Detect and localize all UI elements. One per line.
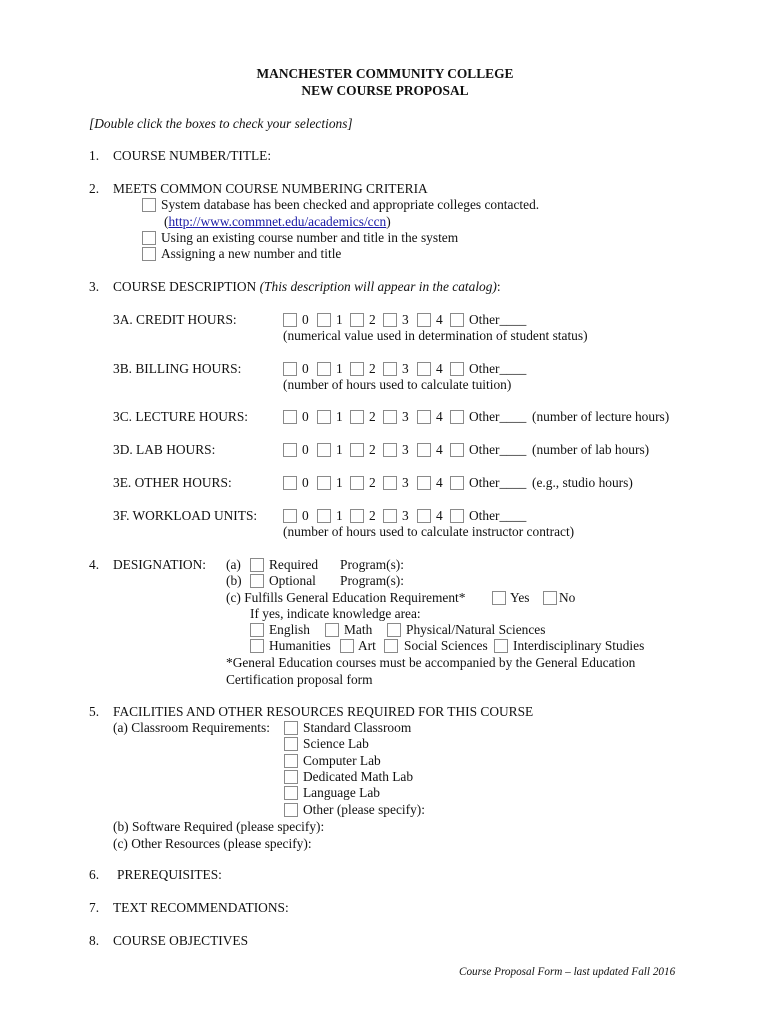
optional-checkbox[interactable]	[250, 574, 264, 588]
required-checkbox[interactable]	[250, 558, 264, 572]
billing-hours-option-2-label: 2	[369, 361, 376, 376]
billing-hours-option-1-checkbox[interactable]	[317, 362, 331, 376]
lecture-hours-label: 3C. LECTURE HOURS:	[113, 409, 249, 424]
billing-hours-option-0-checkbox[interactable]	[283, 362, 297, 376]
room-2-label: Computer Lab	[303, 752, 381, 768]
billing-hours-other-checkbox[interactable]	[450, 362, 464, 376]
room-1-label: Science Lab	[303, 736, 369, 752]
area-social-sciences-checkbox[interactable]	[384, 639, 398, 653]
designation-b-tag: (b)	[226, 573, 242, 588]
optional-label: Optional	[269, 573, 316, 588]
workload-units-other-checkbox[interactable]	[450, 509, 464, 523]
lab-hours-option-3-label: 3	[402, 442, 409, 457]
gen-ed-yes-label: Yes	[510, 590, 530, 605]
lab-hours-option-0-label: 0	[302, 442, 309, 457]
credit-hours-other-checkbox[interactable]	[450, 313, 464, 327]
other-hours-option-3-checkbox[interactable]	[383, 476, 397, 490]
existing-number-checkbox[interactable]	[142, 231, 156, 245]
area-english-checkbox[interactable]	[250, 623, 264, 637]
section-4-label: DESIGNATION:	[113, 557, 206, 572]
lab-hours-other-label: Other____	[469, 442, 527, 457]
section-3-label: COURSE DESCRIPTION	[113, 279, 257, 294]
billing-hours-option-3-label: 3	[402, 361, 409, 376]
area-art-label: Art	[358, 638, 376, 653]
other-hours-option-1-checkbox[interactable]	[317, 476, 331, 490]
existing-number-label: Using an existing course number and title in the system	[161, 230, 459, 245]
workload-units-other-label: Other____	[469, 508, 527, 523]
room-2-checkbox[interactable]	[284, 754, 298, 768]
ccn-link[interactable]: http://www.commnet.edu/academics/ccn	[168, 214, 387, 229]
other-hours-option-0-checkbox[interactable]	[283, 476, 297, 490]
page-footer: Course Proposal Form – last updated Fall 2016	[459, 966, 676, 978]
lecture-hours-option-2-checkbox[interactable]	[350, 410, 364, 424]
other-hours-option-2-checkbox[interactable]	[350, 476, 364, 490]
new-number-label: Assigning a new number and title	[161, 246, 342, 261]
other-resources-label: (c) Other Resources (please specify):	[113, 836, 312, 851]
section-8-label: COURSE OBJECTIVES	[113, 933, 249, 948]
lab-hours-suffix: (number of lab hours)	[532, 442, 650, 457]
lab-hours-other-checkbox[interactable]	[450, 443, 464, 457]
area-math-checkbox[interactable]	[325, 623, 339, 637]
ccn-link-wrapper: (http://www.commnet.edu/academics/ccn)	[164, 214, 391, 229]
other-hours-other-label: Other____	[469, 475, 527, 490]
credit-hours-option-0-label: 0	[302, 312, 309, 327]
lecture-hours-other-checkbox[interactable]	[450, 410, 464, 424]
form-title-college: MANCHESTER COMMUNITY COLLEGE	[256, 66, 514, 81]
workload-units-option-2-checkbox[interactable]	[350, 509, 364, 523]
credit-hours-other-label: Other____	[469, 312, 527, 327]
lab-hours-option-4-checkbox[interactable]	[417, 443, 431, 457]
gen-ed-label: (c) Fulfills General Education Requirement*	[226, 590, 466, 605]
room-5-checkbox[interactable]	[284, 803, 298, 817]
section-6-number: 6.	[89, 867, 100, 882]
workload-units-option-2-label: 2	[369, 508, 376, 523]
billing-hours-note: (number of hours used to calculate tuition)	[283, 377, 512, 392]
lab-hours-option-2-label: 2	[369, 442, 376, 457]
workload-units-option-3-label: 3	[402, 508, 409, 523]
workload-units-option-1-label: 1	[336, 508, 343, 523]
section-5-number: 5.	[89, 704, 100, 719]
workload-units-option-4-checkbox[interactable]	[417, 509, 431, 523]
credit-hours-note: (numerical value used in determination of student status)	[283, 328, 588, 343]
lecture-hours-option-4-checkbox[interactable]	[417, 410, 431, 424]
credit-hours-option-3-label: 3	[402, 312, 409, 327]
area-social-sciences-label: Social Sciences	[404, 638, 488, 653]
lecture-hours-option-3-label: 3	[402, 409, 409, 424]
section-2-number: 2.	[89, 181, 100, 196]
area-english-label: English	[269, 622, 310, 637]
lecture-hours-option-0-label: 0	[302, 409, 309, 424]
workload-units-option-0-checkbox[interactable]	[283, 509, 297, 523]
ccn-database-checked-label: System database has been checked and appropriate colleges contacted.	[161, 197, 540, 212]
room-0-checkbox[interactable]	[284, 721, 298, 735]
knowledge-area-prompt: If yes, indicate knowledge area:	[250, 606, 421, 621]
credit-hours-option-1-checkbox[interactable]	[317, 313, 331, 327]
required-label: Required	[269, 557, 319, 572]
billing-hours-other-label: Other____	[469, 361, 527, 376]
billing-hours-option-0-label: 0	[302, 361, 309, 376]
gen-ed-no-checkbox[interactable]	[543, 591, 557, 605]
lab-hours-option-2-checkbox[interactable]	[350, 443, 364, 457]
workload-units-option-3-checkbox[interactable]	[383, 509, 397, 523]
area-physical-sciences-label: Physical/Natural Sciences	[406, 622, 546, 637]
lecture-hours-option-1-label: 1	[336, 409, 343, 424]
workload-units-label: 3F. WORKLOAD UNITS:	[113, 508, 258, 523]
other-hours-option-4-checkbox[interactable]	[417, 476, 431, 490]
area-humanities-checkbox[interactable]	[250, 639, 264, 653]
gen-ed-no-label: No	[559, 590, 576, 605]
room-4-checkbox[interactable]	[284, 786, 298, 800]
gen-ed-yes-checkbox[interactable]	[492, 591, 506, 605]
form-title-proposal: NEW COURSE PROPOSAL	[301, 83, 469, 98]
billing-hours-label: 3B. BILLING HOURS:	[113, 361, 242, 376]
classroom-requirements-label: (a) Classroom Requirements:	[113, 720, 270, 735]
billing-hours-option-3-checkbox[interactable]	[383, 362, 397, 376]
other-hours-option-2-label: 2	[369, 475, 376, 490]
area-interdisciplinary-label: Interdisciplinary Studies	[513, 638, 645, 653]
gen-ed-footnote-line2: Certification proposal form	[226, 672, 373, 687]
lecture-hours-option-4-label: 4	[436, 409, 443, 424]
credit-hours-option-1-label: 1	[336, 312, 343, 327]
area-math-label: Math	[344, 622, 373, 637]
section-1-number: 1.	[89, 148, 100, 163]
gen-ed-footnote-line1: *General Education courses must be accompanied by the General Education	[226, 655, 636, 670]
lecture-hours-option-2-label: 2	[369, 409, 376, 424]
section-1-label: COURSE NUMBER/TITLE:	[113, 148, 272, 163]
ccn-database-checked-checkbox[interactable]	[142, 198, 156, 212]
lecture-hours-option-1-checkbox[interactable]	[317, 410, 331, 424]
required-programs-label: Program(s):	[340, 557, 404, 572]
area-art-checkbox[interactable]	[340, 639, 354, 653]
credit-hours-option-4-label: 4	[436, 312, 443, 327]
section-6-label: PREREQUISITES:	[117, 867, 222, 882]
workload-units-note: (number of hours used to calculate instructor contract)	[283, 524, 575, 539]
credit-hours-option-3-checkbox[interactable]	[383, 313, 397, 327]
designation-a-tag: (a)	[226, 557, 241, 572]
credit-hours-option-2-checkbox[interactable]	[350, 313, 364, 327]
other-hours-label: 3E. OTHER HOURS:	[113, 475, 232, 490]
other-hours-suffix: (e.g., studio hours)	[532, 475, 633, 490]
lecture-hours-option-0-checkbox[interactable]	[283, 410, 297, 424]
lab-hours-label: 3D. LAB HOURS:	[113, 442, 216, 457]
lab-hours-option-4-label: 4	[436, 442, 443, 457]
lab-hours-option-3-checkbox[interactable]	[383, 443, 397, 457]
room-0-label: Standard Classroom	[303, 720, 412, 735]
other-hours-option-3-label: 3	[402, 475, 409, 490]
workload-units-option-4-label: 4	[436, 508, 443, 523]
section-7-label: TEXT RECOMMENDATIONS:	[113, 900, 289, 915]
credit-hours-option-4-checkbox[interactable]	[417, 313, 431, 327]
section-3-label-wrapper: COURSE DESCRIPTION (This description will appear in the catalog):	[113, 279, 501, 294]
workload-units-option-0-label: 0	[302, 508, 309, 523]
billing-hours-option-2-checkbox[interactable]	[350, 362, 364, 376]
area-interdisciplinary-checkbox[interactable]	[494, 639, 508, 653]
credit-hours-option-0-checkbox[interactable]	[283, 313, 297, 327]
room-3-checkbox[interactable]	[284, 770, 298, 784]
area-humanities-label: Humanities	[269, 638, 331, 653]
other-hours-other-checkbox[interactable]	[450, 476, 464, 490]
room-4-label: Language Lab	[303, 785, 380, 801]
section-5-label: FACILITIES AND OTHER RESOURCES REQUIRED FOR THIS COURSE	[113, 704, 534, 719]
room-3-label: Dedicated Math Lab	[303, 768, 414, 784]
lab-hours-option-0-checkbox[interactable]	[283, 443, 297, 457]
other-hours-option-4-label: 4	[436, 475, 443, 490]
section-2-label: MEETS COMMON COURSE NUMBERING CRITERIA	[113, 181, 428, 196]
lab-hours-option-1-label: 1	[336, 442, 343, 457]
area-physical-sciences-checkbox[interactable]	[387, 623, 401, 637]
workload-units-option-1-checkbox[interactable]	[317, 509, 331, 523]
section-7-number: 7.	[89, 900, 100, 915]
instruction-text: [Double click the boxes to check your selections]	[89, 116, 353, 131]
billing-hours-option-4-checkbox[interactable]	[417, 362, 431, 376]
lab-hours-option-1-checkbox[interactable]	[317, 443, 331, 457]
optional-programs-label: Program(s):	[340, 573, 404, 588]
room-1-checkbox[interactable]	[284, 737, 298, 751]
section-8-number: 8.	[89, 933, 100, 948]
credit-hours-label: 3A. CREDIT HOURS:	[113, 312, 237, 327]
billing-hours-option-1-label: 1	[336, 361, 343, 376]
other-hours-option-0-label: 0	[302, 475, 309, 490]
credit-hours-option-2-label: 2	[369, 312, 376, 327]
new-number-checkbox[interactable]	[142, 247, 156, 261]
other-hours-option-1-label: 1	[336, 475, 343, 490]
lecture-hours-suffix: (number of lecture hours)	[532, 409, 670, 424]
software-required-label: (b) Software Required (please specify):	[113, 819, 325, 834]
lecture-hours-other-label: Other____	[469, 409, 527, 424]
billing-hours-option-4-label: 4	[436, 361, 443, 376]
section-4-number: 4.	[89, 557, 100, 572]
lecture-hours-option-3-checkbox[interactable]	[383, 410, 397, 424]
room-5-label: Other (please specify):	[303, 801, 425, 817]
section-3-number: 3.	[89, 279, 100, 294]
section-3-note: (This description will appear in the catalog)	[259, 279, 497, 294]
